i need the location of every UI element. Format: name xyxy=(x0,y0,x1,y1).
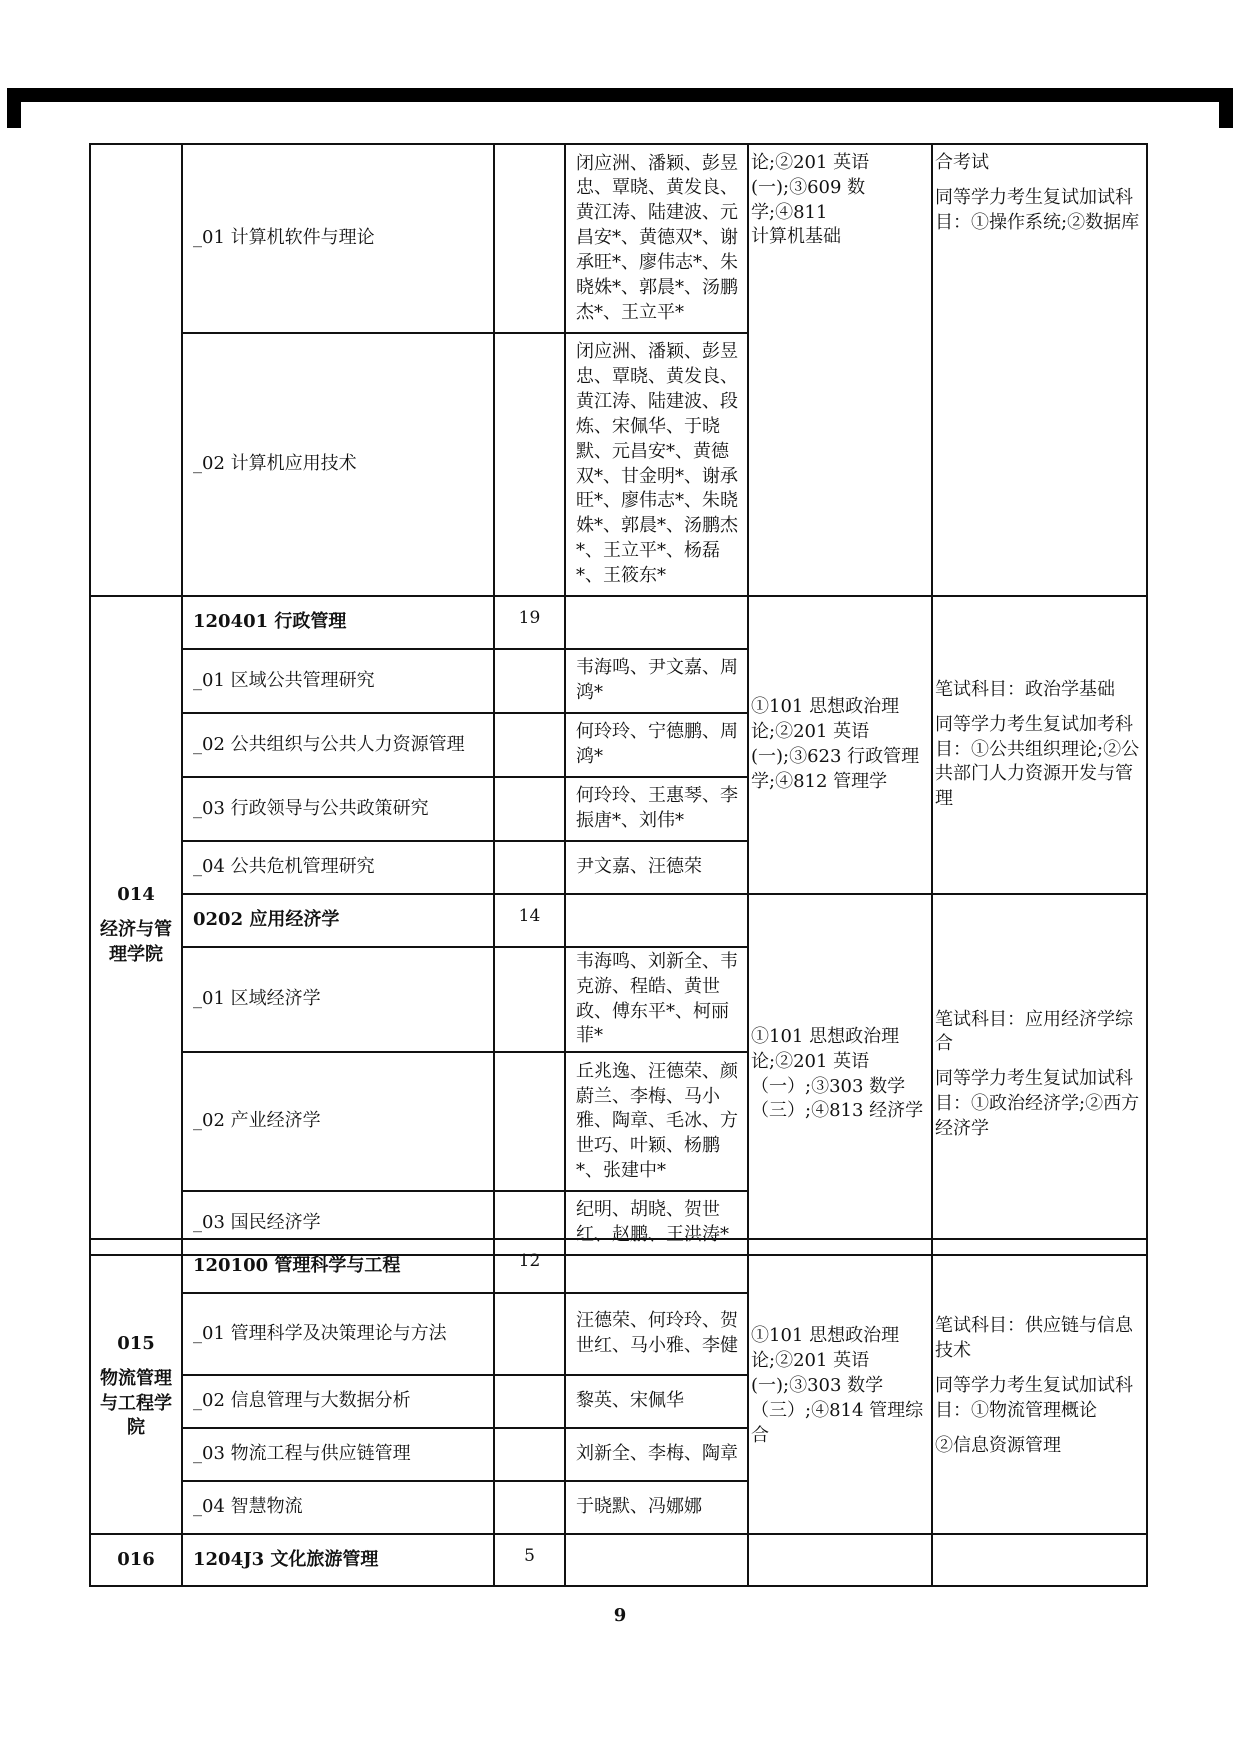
quota-cell xyxy=(494,1052,565,1191)
institute-name: 经济与管理学院 xyxy=(100,919,172,966)
institute-cell xyxy=(90,596,182,1255)
institute-name: 物流管理与工程学院 xyxy=(100,1367,172,1439)
quota-cell: 14 xyxy=(494,894,565,947)
program-cell: _01 管理科学及决策理论与方法 xyxy=(182,1293,494,1375)
program-cell: _01 区域公共管理研究 xyxy=(182,649,494,713)
supervisors-cell: 闭应洲、潘颖、彭昱忠、覃晓、黄发良、黄江涛、陆建波、元昌安*、黄德双*、谢承旺*、廖伟志*、朱晓姝*、郭晨*、汤鹏杰*、王立平* xyxy=(565,144,748,333)
exam-subjects-cell: ①101 思想政治理论;②201 英语（一）;③303 数学（三）;④813 经济学 xyxy=(748,894,932,1255)
quota-cell: 19 xyxy=(494,596,565,649)
supervisors-cell: 韦海鸣、刘新全、韦克游、程皓、黄世政、傅东平*、柯丽菲* xyxy=(565,947,748,1052)
note-line: 同等学力考生复试加试科目：①物流管理概论 xyxy=(935,1375,1133,1421)
supervisors-cell: 丘兆逸、汪德荣、颜蔚兰、李梅、马小雅、陶章、毛冰、方世巧、叶颖、杨鹏*、张建中* xyxy=(565,1052,748,1191)
header-rule-left-tick xyxy=(7,88,21,128)
supervisors-cell: 纪明、胡晓、贺世红、赵鹏、王洪涛* xyxy=(565,1191,748,1255)
supervisors-cell: 何玲玲、宁德鹏、周鸿* xyxy=(565,713,748,777)
program-cell: _01 计算机软件与理论 xyxy=(182,144,494,333)
note-line: 合考试 xyxy=(935,152,989,173)
notes-cell xyxy=(932,894,1147,1255)
supervisors-cell: 黎英、宋佩华 xyxy=(565,1375,748,1428)
header-rule-right-tick xyxy=(1219,88,1233,128)
note-line: 同等学力考生复试加试科目：①政治经济学;②西方经济学 xyxy=(935,1068,1140,1139)
program-cell: _03 国民经济学 xyxy=(182,1191,494,1255)
enrollment-table xyxy=(89,143,1148,1256)
table-row xyxy=(90,144,1147,333)
supervisors-cell: 闭应洲、潘颖、彭昱忠、覃晓、黄发良、黄江涛、陆建波、段炼、宋佩华、于晓默、元昌安*、黄德双*、甘金明*、谢承旺*、廖伟志*、朱晓姝*、郭晨*、汤鹏杰*、王立平*、杨磊*、王筱东* xyxy=(565,333,748,596)
quota-cell xyxy=(494,144,565,333)
quota-cell xyxy=(494,1481,565,1534)
note-line: 笔试科目：供应链与信息技术 xyxy=(935,1315,1133,1362)
notes-cell xyxy=(932,1239,1147,1534)
quota-cell xyxy=(494,777,565,841)
quota-cell xyxy=(494,841,565,894)
program-cell: _02 产业经济学 xyxy=(182,1052,494,1191)
notes-cell xyxy=(932,1534,1147,1586)
supervisors-cell: 刘新全、李梅、陶章 xyxy=(565,1428,748,1481)
supervisors-cell: 汪德荣、何玲玲、贺世红、马小雅、李健 xyxy=(565,1293,748,1375)
institute-cell xyxy=(90,1239,182,1534)
table-row xyxy=(90,1534,1147,1586)
exam-subjects-cell xyxy=(748,1534,932,1586)
table-row xyxy=(90,1239,1147,1293)
program-cell: _03 行政领导与公共政策研究 xyxy=(182,777,494,841)
program-cell: _02 信息管理与大数据分析 xyxy=(182,1375,494,1428)
table-row xyxy=(90,596,1147,649)
institute-cell: 016 xyxy=(90,1534,182,1586)
exam-subjects-cell: ①101 思想政治理论;②201 英语(一);③623 行政管理学;④812 管理学 xyxy=(748,596,932,894)
supervisors-cell xyxy=(565,596,748,649)
enrollment-table-part2 xyxy=(89,1238,1148,1587)
institute-cell-empty xyxy=(90,144,182,596)
program-cell: _01 区域经济学 xyxy=(182,947,494,1052)
quota-cell xyxy=(494,713,565,777)
institute-code: 014 xyxy=(117,884,155,906)
quota-cell xyxy=(494,1293,565,1375)
quota-cell xyxy=(494,947,565,1052)
program-cell: _02 计算机应用技术 xyxy=(182,333,494,596)
major-cell: 120100 管理科学与工程 xyxy=(182,1239,494,1293)
header-rule xyxy=(7,88,1233,102)
supervisors-cell: 何玲玲、王惠琴、李振唐*、刘伟* xyxy=(565,777,748,841)
supervisors-cell xyxy=(565,1534,748,1586)
program-cell: _04 智慧物流 xyxy=(182,1481,494,1534)
institute-code: 015 xyxy=(117,1332,155,1354)
notes-cell xyxy=(932,596,1147,894)
note-line: 同等学力考生复试加考科目：①公共组织理论;②公共部门人力资源开发与管理 xyxy=(935,713,1140,810)
supervisors-cell: 尹文嘉、汪德荣 xyxy=(565,841,748,894)
exam-line: 计算机基础 xyxy=(751,226,841,248)
supervisors-cell: 韦海鸣、尹文嘉、周鸿* xyxy=(565,649,748,713)
exam-line: 论;②201 英语 xyxy=(751,152,870,173)
quota-cell xyxy=(494,649,565,713)
program-cell: _02 公共组织与公共人力资源管理 xyxy=(182,713,494,777)
quota-cell xyxy=(494,1375,565,1428)
supervisors-cell xyxy=(565,1239,748,1293)
note-line: ②信息资源管理 xyxy=(935,1434,1061,1456)
table-row xyxy=(90,894,1147,947)
program-cell: _03 物流工程与供应链管理 xyxy=(182,1428,494,1481)
supervisors-cell: 于晓默、冯娜娜 xyxy=(565,1481,748,1534)
supervisors-cell xyxy=(565,894,748,947)
page-number: 9 xyxy=(613,1605,627,1626)
quota-cell xyxy=(494,1428,565,1481)
note-line: 笔试科目：应用经济学综合 xyxy=(935,1008,1133,1055)
major-cell: 1204J3 文化旅游管理 xyxy=(182,1534,494,1586)
note-line: 同等学力考生复试加试科目：①操作系统;②数据库 xyxy=(935,186,1140,233)
exam-subjects-cell xyxy=(748,144,932,596)
quota-cell: 12 xyxy=(494,1239,565,1293)
notes-cell xyxy=(932,144,1147,596)
note-line: 笔试科目：政治学基础 xyxy=(935,678,1115,700)
major-cell: 120401 行政管理 xyxy=(182,596,494,649)
exam-line: (一);③609 数学;④811 xyxy=(751,176,866,223)
quota-cell: 5 xyxy=(494,1534,565,1586)
program-cell: _04 公共危机管理研究 xyxy=(182,841,494,894)
quota-cell xyxy=(494,333,565,596)
major-cell: 0202 应用经济学 xyxy=(182,894,494,947)
exam-subjects-cell: ①101 思想政治理论;②201 英语(一);③303 数学（三）;④814 管理综合 xyxy=(748,1239,932,1534)
